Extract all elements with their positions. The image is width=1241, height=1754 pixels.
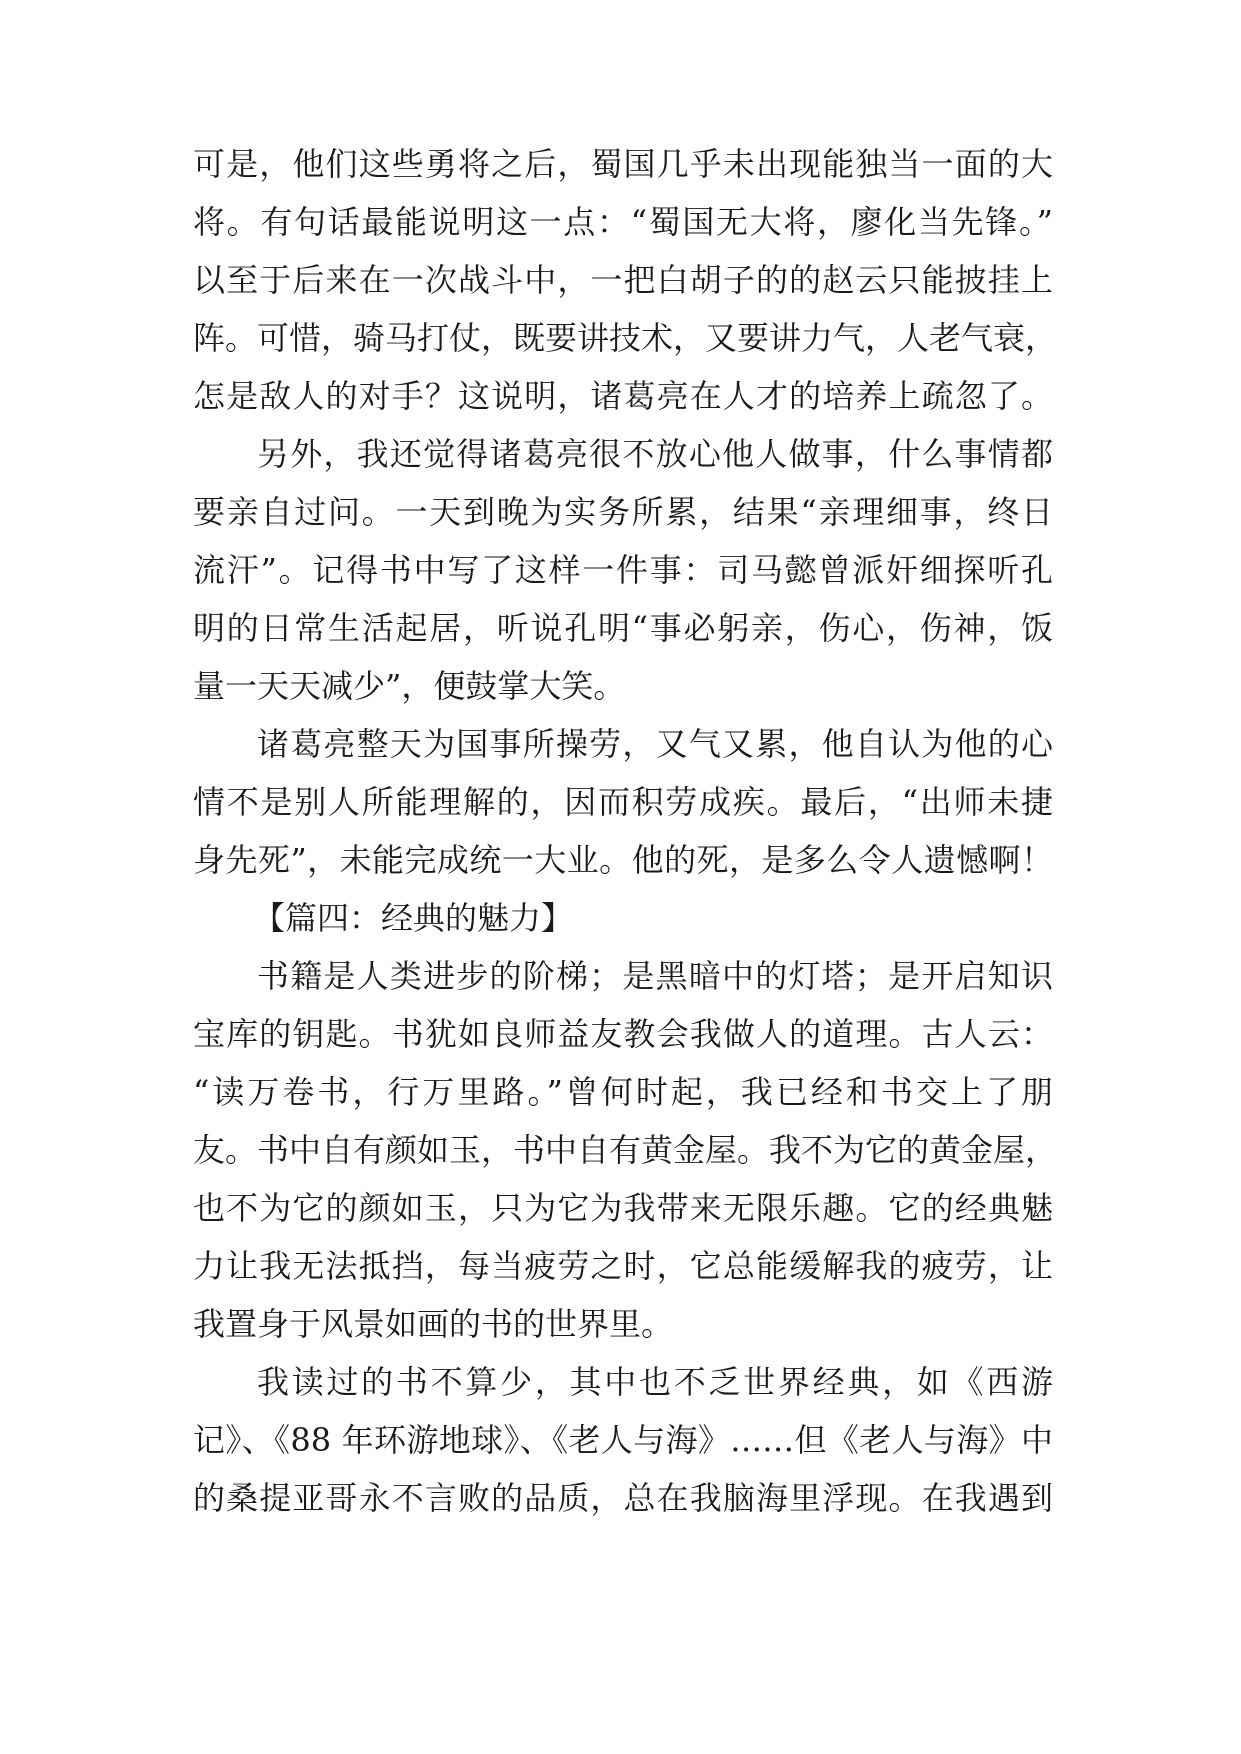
paragraph-line: 身先死”，未能完成统一大业。他的死，是多么令人遗憾啊！ <box>193 841 1053 879</box>
paragraph-line: 诸葛亮整天为国事所操劳，又气又累，他自认为他的心 <box>257 725 1053 763</box>
paragraph-line: 记》、《88 年环游地球》、《老人与海》……但《老人与海》中 <box>193 1421 1053 1459</box>
paragraph-line: 力让我无法抵挡，每当疲劳之时，它总能缓解我的疲劳，让 <box>193 1247 1053 1285</box>
paragraph-line: 也不为它的颜如玉，只为它为我带来无限乐趣。它的经典魅 <box>193 1189 1053 1227</box>
paragraph-line: 流汗”。记得书中写了这样一件事：司马懿曾派奸细探听孔 <box>193 551 1053 589</box>
paragraph-line: 明的日常生活起居，听说孔明“事必躬亲，伤心，伤神，饭 <box>193 609 1053 647</box>
section-heading: 【篇四：经典的魅力】 <box>253 899 574 937</box>
paragraph-line: 怎是敌人的对手？这说明，诸葛亮在人才的培养上疏忽了。 <box>193 377 1053 415</box>
paragraph-line: 以至于后来在一次战斗中，一把白胡子的的赵云只能披挂上 <box>193 261 1053 299</box>
paragraph-line: 我置身于风景如画的书的世界里。 <box>193 1305 674 1343</box>
paragraph-line: 要亲自过问。一天到晚为实务所累，结果“亲理细事，终日 <box>193 493 1053 531</box>
paragraph-line: 的桑提亚哥永不言败的品质，总在我脑海里浮现。在我遇到 <box>193 1479 1053 1517</box>
paragraph-line: 可是，他们这些勇将之后，蜀国几乎未出现能独当一面的大 <box>193 145 1053 183</box>
paragraph-line: 另外，我还觉得诸葛亮很不放心他人做事，什么事情都 <box>257 435 1053 473</box>
paragraph-line: 书籍是人类进步的阶梯；是黑暗中的灯塔；是开启知识 <box>257 957 1053 995</box>
paragraph-line: 阵。可惜，骑马打仗，既要讲技术，又要讲力气，人老气衰， <box>193 319 1058 357</box>
paragraph-line: 宝库的钥匙。书犹如良师益友教会我做人的道理。古人云： <box>193 1015 1053 1053</box>
paragraph-line: 情不是别人所能理解的，因而积劳成疾。最后，“出师未捷 <box>193 783 1053 821</box>
paragraph-line: 我读过的书不算少，其中也不乏世界经典，如《西游 <box>257 1363 1053 1401</box>
paragraph-line: 将。有句话最能说明这一点：“蜀国无大将，廖化当先锋。” <box>193 203 1053 241</box>
paragraph-line: 友。书中自有颜如玉，书中自有黄金屋。我不为它的黄金屋， <box>193 1131 1058 1169</box>
paragraph-line: 量一天天减少”，便鼓掌大笑。 <box>193 667 626 705</box>
paragraph-line: “读万卷书，行万里路。”曾何时起，我已经和书交上了朋 <box>193 1073 1053 1111</box>
